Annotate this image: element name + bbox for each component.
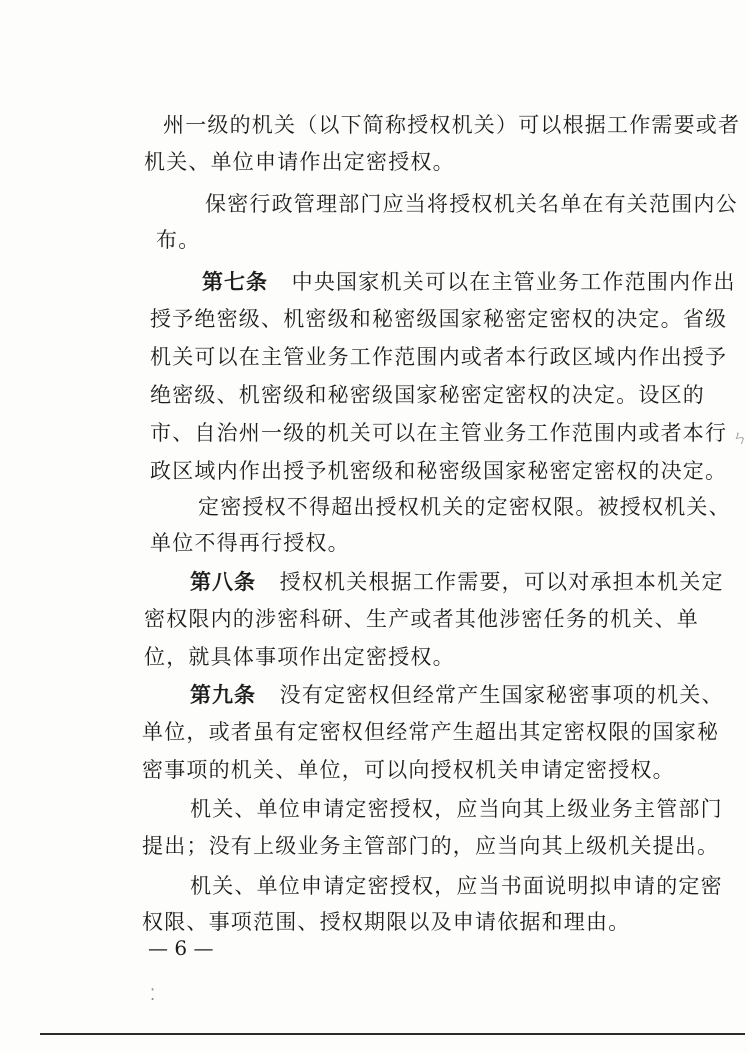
paragraph-line: 机关、单位申请定密授权，应当书面说明拟申请的定密 — [190, 874, 723, 898]
paragraph-line: 提出；没有上级业务主管部门的，应当向其上级机关提出。 — [142, 834, 720, 858]
article-7-text: 中央国家机关可以在主管业务工作范围内作出 — [291, 270, 736, 294]
article-7-heading: 第七条 — [202, 269, 268, 294]
paragraph-line: 授予绝密级、机密级和秘密级国家秘密定密权的决定。省级 — [150, 307, 728, 331]
paragraph-line: 政区域内作出授予机密级和秘密级国家秘密定密权的决定。 — [150, 459, 728, 483]
paragraph-line: 布。 — [156, 228, 201, 252]
bottom-rule — [40, 1033, 745, 1035]
paragraph-line: 单位不得再行授权。 — [150, 531, 350, 555]
paragraph-line: 定密授权不得超出授权机关的定密权限。被授权机关、 — [198, 495, 731, 519]
page-number: — 6 — — [148, 936, 214, 960]
paragraph-line: 密权限内的涉密科研、生产或者其他涉密任务的机关、单 — [144, 607, 699, 631]
article-9-heading: 第九条 — [190, 682, 256, 707]
article-9-text: 没有定密权但经常产生国家秘密事项的机关、 — [279, 683, 724, 707]
paragraph-line: 密事项的机关、单位，可以向授权机关申请定密授权。 — [142, 758, 675, 782]
article-7-first-line — [202, 270, 736, 294]
scan-mark: ㄣ — [732, 428, 748, 447]
scan-mark: ⁚ — [150, 985, 156, 1004]
paragraph-line: 市、自治州一级的机关可以在主管业务工作范围内或者本行 — [150, 421, 728, 445]
paragraph-line: 机关可以在主管业务工作范围内或者本行政区域内作出授予 — [150, 345, 728, 369]
paragraph-line: 权限、事项范围、授权期限以及申请依据和理由。 — [142, 910, 631, 934]
article-8-text: 授权机关根据工作需要，可以对承担本机关定 — [279, 570, 724, 594]
paragraph-line: 保密行政管理部门应当将授权机关名单在有关范围内公 — [205, 192, 738, 216]
article-9-first-line — [190, 683, 724, 707]
paragraph-line: 机关、单位申请定密授权，应当向其上级业务主管部门 — [190, 797, 723, 821]
article-8-heading: 第八条 — [190, 569, 256, 594]
paragraph-line: 绝密级、机密级和秘密级国家秘密定密权的决定。设区的 — [150, 383, 705, 407]
paragraph-line: 单位，或者虽有定密权但经常产生超出其定密权限的国家秘 — [142, 720, 720, 744]
paragraph-line: 位，就具体事项作出定密授权。 — [144, 645, 455, 669]
paragraph-line: 机关、单位申请作出定密授权。 — [144, 150, 455, 174]
paragraph-line: 州一级的机关（以下简称授权机关）可以根据工作需要或者 — [163, 113, 741, 137]
article-8-first-line — [190, 570, 724, 594]
